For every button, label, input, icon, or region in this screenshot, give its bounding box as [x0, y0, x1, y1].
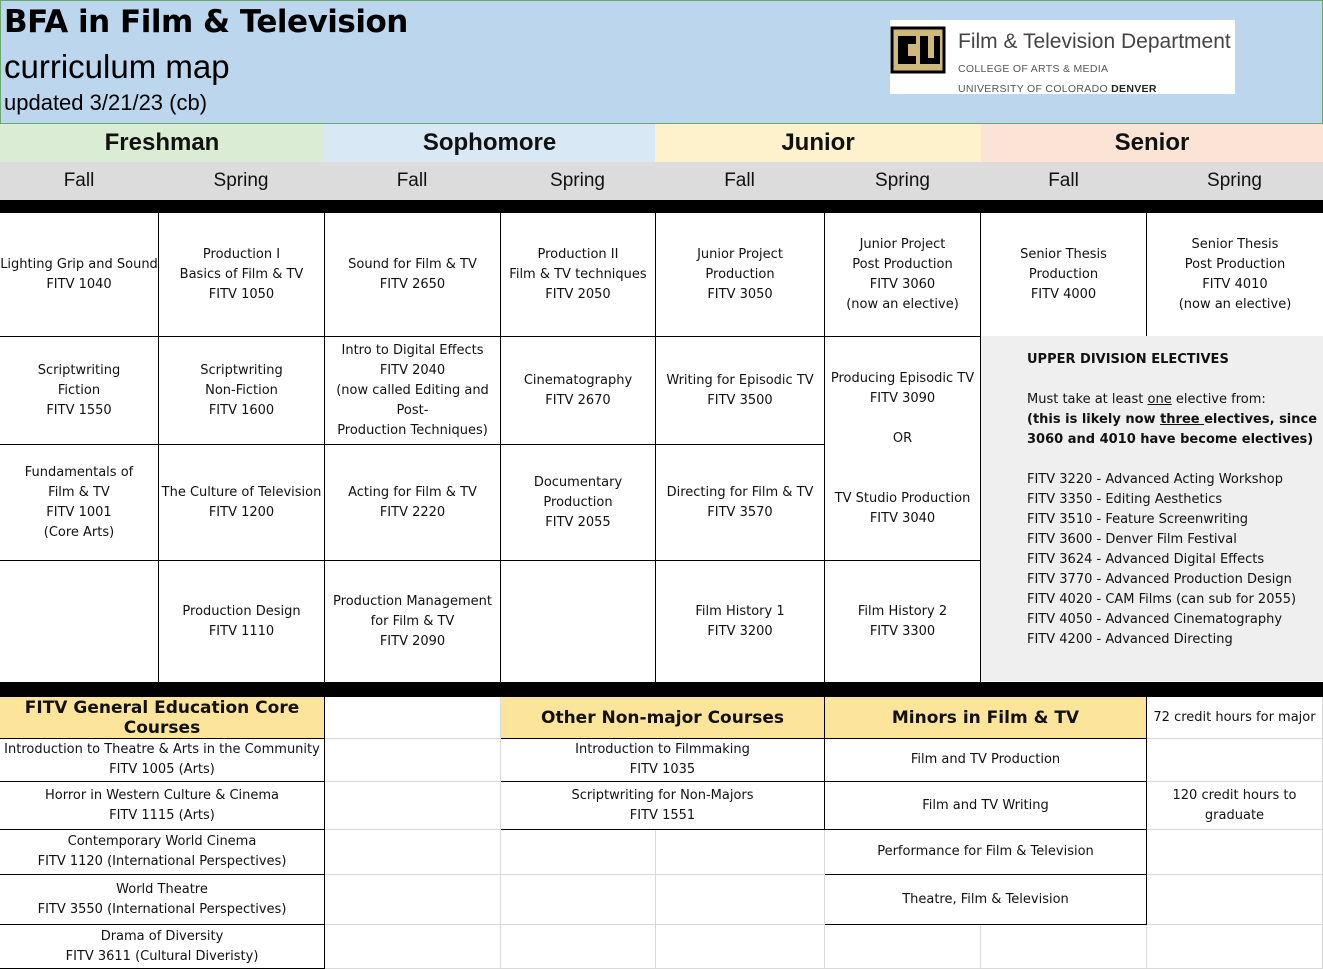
empty-cell [981, 925, 1147, 969]
empty-cell [825, 925, 981, 969]
empty-cell [0, 561, 159, 682]
course-cell: Directing for Film & TV FITV 3570 [656, 445, 825, 561]
electives-note-prefix: (this is likely now [1027, 412, 1161, 427]
minor-item: Film and TV Writing [825, 782, 1147, 830]
semester-senior-spring: Spring [1146, 162, 1323, 200]
semester-freshman-fall: Fall [0, 162, 158, 200]
year-sophomore: Sophomore [324, 124, 655, 162]
semester-sophomore-fall: Fall [324, 162, 500, 200]
electives-intro-prefix: Must take at least [1027, 392, 1148, 407]
empty-cell [325, 782, 501, 830]
semester-junior-spring: Spring [824, 162, 981, 200]
course-cell: Acting for Film & TV FITV 2220 [325, 445, 501, 561]
electives-heading: UPPER DIVISION ELECTIVES [1027, 352, 1229, 367]
course-cell: Production Management for Film & TV FITV 2090 [325, 561, 501, 682]
non-major-heading: Other Non-major Courses [501, 697, 825, 739]
empty-cell [501, 561, 656, 682]
elective-item: FITV 4020 - CAM Films (can sub for 2055) [1027, 592, 1297, 607]
semester-senior-fall: Fall [981, 162, 1146, 200]
elective-item: FITV 4200 - Advanced Directing [1027, 632, 1233, 647]
empty-cell [325, 697, 501, 739]
course-cell: Sound for Film & TV FITV 2650 [325, 213, 501, 337]
gen-ed-course: Introduction to Theatre & Arts in the Community FITV 1005 (Arts) [0, 739, 325, 782]
semester-junior-fall: Fall [655, 162, 824, 200]
empty-cell [1147, 739, 1323, 782]
course-cell: Documentary Production FITV 2055 [501, 445, 656, 561]
course-cell: The Culture of Television FITV 1200 [159, 445, 325, 561]
electives-note-underlined: three [1160, 412, 1205, 427]
logo-department-name: Film & Television Department [958, 30, 1231, 53]
course-cell: Writing for Episodic TV FITV 3500 [656, 337, 825, 445]
empty-cell [1147, 875, 1323, 925]
electives-note-suffix: electives, since 3060 and 4010 have become electives) [1027, 412, 1318, 447]
course-cell: Scriptwriting Fiction FITV 1550 [0, 337, 159, 445]
course-cell: Fundamentals of Film & TV FITV 1001 (Core Arts) [0, 445, 159, 561]
elective-item: FITV 3350 - Editing Aesthetics [1027, 492, 1223, 507]
year-freshman: Freshman [0, 124, 324, 162]
course-cell: Junior Project Post Production FITV 3060 (now an elective) [825, 213, 981, 337]
empty-cell [501, 875, 656, 925]
course-cell: Junior Project Production FITV 3050 [656, 213, 825, 337]
course-cell: Intro to Digital Effects FITV 2040 (now called Editing and Post- Production Techniques) [325, 337, 501, 445]
cu-logo-icon [890, 22, 946, 78]
elective-item: FITV 4050 - Advanced Cinematography [1027, 612, 1283, 627]
divider-bar [0, 682, 1323, 697]
gen-ed-course: World Theatre FITV 3550 (International Perspectives) [0, 875, 325, 925]
course-cell: Producing Episodic TV FITV 3090 OR TV Studio Production FITV 3040 [825, 337, 981, 561]
course-cell: Cinematography FITV 2670 [501, 337, 656, 445]
course-cell: Production II Film & TV techniques FITV 2050 [501, 213, 656, 337]
logo-college-name: COLLEGE OF ARTS & MEDIA [958, 63, 1109, 75]
department-logo [890, 20, 1235, 94]
minors-heading: Minors in Film & TV [825, 697, 1147, 739]
gen-ed-heading: FITV General Education Core Courses [0, 697, 325, 739]
electives-intro [1027, 390, 1323, 410]
empty-cell [501, 830, 656, 875]
electives-note [1027, 410, 1323, 450]
electives-spacer [1027, 450, 1323, 470]
updated-date: updated 3/21/23 (cb) [4, 90, 208, 115]
gen-ed-course: Drama of Diversity FITV 3611 (Cultural Diveristy) [0, 925, 325, 969]
credits-major: 72 credit hours for major [1147, 697, 1323, 739]
gen-ed-course: Contemporary World Cinema FITV 1120 (International Perspectives) [0, 830, 325, 875]
empty-cell [325, 925, 501, 969]
course-cell: Film History 1 FITV 3200 [656, 561, 825, 682]
page-subtitle: curriculum map [4, 48, 230, 85]
empty-cell [501, 925, 656, 969]
credits-graduate: 120 credit hours to graduate [1147, 782, 1323, 830]
logo-university-name [958, 83, 1157, 95]
logo-university-campus: DENVER [1111, 83, 1157, 95]
non-major-course: Scriptwriting for Non-Majors FITV 1551 [501, 782, 825, 830]
course-cell: Lighting Grip and Sound FITV 1040 [0, 213, 159, 337]
minor-item: Film and TV Production [825, 739, 1147, 782]
elective-item: FITV 3510 - Feature Screenwriting [1027, 512, 1249, 527]
empty-cell [325, 739, 501, 782]
page-title: BFA in Film & Television [4, 4, 408, 40]
empty-cell [656, 875, 825, 925]
elective-item: FITV 3220 - Advanced Acting Workshop [1027, 472, 1283, 487]
empty-cell [1147, 830, 1323, 875]
empty-cell [325, 830, 501, 875]
empty-cell [325, 875, 501, 925]
course-cell: Senior Thesis Production FITV 4000 [981, 213, 1147, 337]
course-cell: Film History 2 FITV 3300 [825, 561, 981, 682]
semester-sophomore-spring: Spring [500, 162, 655, 200]
course-cell: Production I Basics of Film & TV FITV 1050 [159, 213, 325, 337]
empty-cell [1147, 925, 1323, 969]
course-cell: Production Design FITV 1110 [159, 561, 325, 682]
gen-ed-course: Horror in Western Culture & Cinema FITV 1115 (Arts) [0, 782, 325, 830]
minor-item: Performance for Film & Television [825, 830, 1147, 875]
course-cell: Scriptwriting Non-Fiction FITV 1600 [159, 337, 325, 445]
elective-item: FITV 3624 - Advanced Digital Effects [1027, 552, 1265, 567]
non-major-course: Introduction to Filmmaking FITV 1035 [501, 739, 825, 782]
year-senior: Senior [981, 124, 1323, 162]
course-cell: Senior Thesis Post Production FITV 4010 (now an elective) [1147, 213, 1323, 337]
electives-intro-suffix: elective from: [1171, 392, 1266, 407]
divider-bar [0, 200, 1323, 213]
empty-cell [656, 830, 825, 875]
semester-freshman-spring: Spring [158, 162, 324, 200]
minor-item: Theatre, Film & Television [825, 875, 1147, 925]
year-junior: Junior [655, 124, 981, 162]
upper-division-electives [981, 336, 1323, 681]
elective-item: FITV 3770 - Advanced Production Design [1027, 572, 1292, 587]
logo-university-text: UNIVERSITY OF COLORADO [958, 83, 1108, 95]
elective-item: FITV 3600 - Denver Film Festival [1027, 532, 1237, 547]
electives-intro-underlined: one [1147, 392, 1172, 407]
empty-cell [656, 925, 825, 969]
